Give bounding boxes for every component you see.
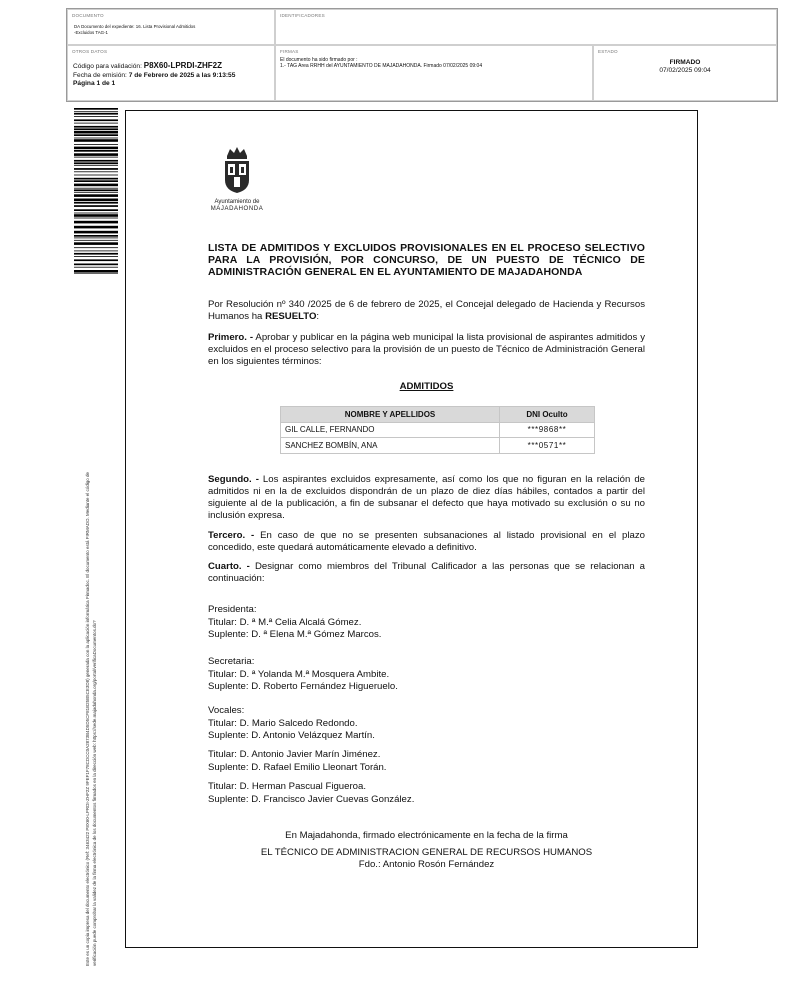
estado-label: ESTADO xyxy=(598,49,618,54)
firmas-line-2: 1.- TAG Area RRHH del AYUNTAMIENTO DE MAJADAHONDA. Firmado 07/02/2025 09:04 xyxy=(280,63,483,69)
tribunal-secretaria: Secretaria: Titular: D. ª Yolanda M.ª Mosquera Ambite. Suplente: D. Roberto Fernández Higueruelo. xyxy=(208,656,398,692)
cell-dni: ***9868** xyxy=(500,422,595,438)
logo xyxy=(205,146,269,213)
tercero-paragraph: Tercero. - En caso de que no se presenten subsanaciones al listado provisional en el plazo concedido, este quedará automáticamente elevado a definitivo. xyxy=(208,530,645,553)
firmas-label: FIRMAS xyxy=(280,49,299,54)
firmas-line-1: El documento ha sido firmado por : xyxy=(280,57,358,63)
estado-value: FIRMADO xyxy=(669,59,701,66)
page-frame xyxy=(125,110,698,948)
otros-datos-cell xyxy=(67,45,275,101)
fecha-value: 7 de Febrero de 2025 a las 9:13:55 xyxy=(128,71,236,79)
estado-cell xyxy=(593,45,777,101)
cuarto-paragraph: Cuarto. - Designar como miembros del Tribunal Calificador a las personas que se relacionan a continuación: xyxy=(208,561,645,584)
side-verification-text: Este es un copia impresa del documento electrónico (Ref: 3463422 P8X60-LPRDI-ZHF2Z 9FEF1F78CDCC0A2873B4D5D5CF81B25B5CE3D8) generada con la aplicación informática Firmadoc. El documento está FIRMADO. Mediante el código de verificación puede comprobar la validez de la firma electrónica de los documentos firmados en la dirección web: https://sede.majadahonda.org/portal/verificaDocumentos.do? xyxy=(85,472,97,966)
admitidos-heading: ADMITIDOS xyxy=(399,381,454,392)
pagina: Página 1 de 1 xyxy=(73,80,116,87)
cell-nombre: SANCHEZ BOMBÍN, ANA xyxy=(281,438,500,454)
segundo-paragraph: Segundo. - Los aspirantes excluidos expresamente, así como los que no figuran en la relación de admitidos ni en la de excluidos dispondrán de un plazo de diez días hábiles, contados a partir del siguiente al de la publicación, a fin de subsanar el defecto que haya motivado su exclusión o su no inclusión expresa. xyxy=(208,474,646,521)
primero-paragraph: Primero. - Aprobar y publicar en la página web municipal la lista provisional de aspirantes admitidos y excluidos en el proceso selectivo para la provisión de un puesto de Técnico de Administración General en los siguientes términos: xyxy=(208,332,645,367)
cell-nombre: GIL CALLE, FERNANDO xyxy=(281,422,500,438)
fecha-label: Fecha de emisión: xyxy=(73,71,127,79)
tribunal-vocales: Vocales: Titular: D. Mario Salcedo Redondo. Suplente: D. Antonio Velázquez Martín. xyxy=(208,705,375,741)
barcode xyxy=(74,108,118,274)
otros-datos-label: OTROS DATOS xyxy=(72,49,108,54)
admitidos-table xyxy=(280,406,595,454)
tribunal-vocal-2: Titular: D. Antonio Javier Marín Jiménez. Suplente: D. Rafael Emilio Lleonart Torán. xyxy=(208,749,387,773)
table-header-row xyxy=(281,407,595,423)
estado-date: 07/02/2025 09:04 xyxy=(659,67,711,74)
column-header-dni: DNI Oculto xyxy=(500,407,595,423)
table-row xyxy=(281,438,595,454)
coat-of-arms-icon xyxy=(205,146,269,194)
logo-text: Ayuntamiento de MAJADAHONDA xyxy=(210,199,264,212)
intro-paragraph: Por Resolución nº 340 /2025 de 6 de febrero de 2025, el Concejal delegado de Hacienda y Recursos Humanos ha RESUELTO: xyxy=(208,299,645,322)
tribunal-presidenta: Presidenta: Titular: D. ª M.ª Celia Alcalá Gómez. Suplente: D. ª Elena M.ª Gómez Marcos. xyxy=(208,604,382,640)
identificadores-cell xyxy=(275,9,777,45)
column-header-nombre: NOMBRE Y APELLIDOS xyxy=(281,407,500,423)
documento-cell xyxy=(67,9,275,45)
codigo-value: P8X60-LPRDI-ZHF2Z xyxy=(143,61,222,70)
page-title: LISTA DE ADMITIDOS Y EXCLUIDOS PROVISIONALES EN EL PROCESO SELECTIVO PARA LA PROVISIÓN, POR CONCURSO, DE UN PUESTO DE TÉCNICO DE ADMINISTRACIÓN GENERAL EN EL AYUNTAMIENTO DE MAJADAHONDA xyxy=(208,242,645,278)
firmas-cell xyxy=(275,45,593,101)
signature-block: En Majadahonda, firmado electrónicamente en la fecha de la firma EL TÉCNICO DE ADMINISTRACION GENERAL DE RECURSOS HUMANOS Fdo.: Antonio Rosón Fernández xyxy=(260,830,593,870)
identificadores-label: IDENTIFICADORES xyxy=(280,13,325,18)
document-header xyxy=(66,8,778,102)
table-row xyxy=(281,422,595,438)
tribunal-vocal-3: Titular: D. Herman Pascual Figueroa. Suplente: D. Francisco Javier Cuevas González. xyxy=(208,781,415,805)
codigo-label: Código para validación: xyxy=(73,63,142,70)
documento-value: DA Documento del expediente: 16. Lista Provisional Admitidos -Excluidos TAG-1 xyxy=(74,24,196,35)
cell-dni: ***0571** xyxy=(500,438,595,454)
documento-label: DOCUMENTO xyxy=(72,13,104,18)
